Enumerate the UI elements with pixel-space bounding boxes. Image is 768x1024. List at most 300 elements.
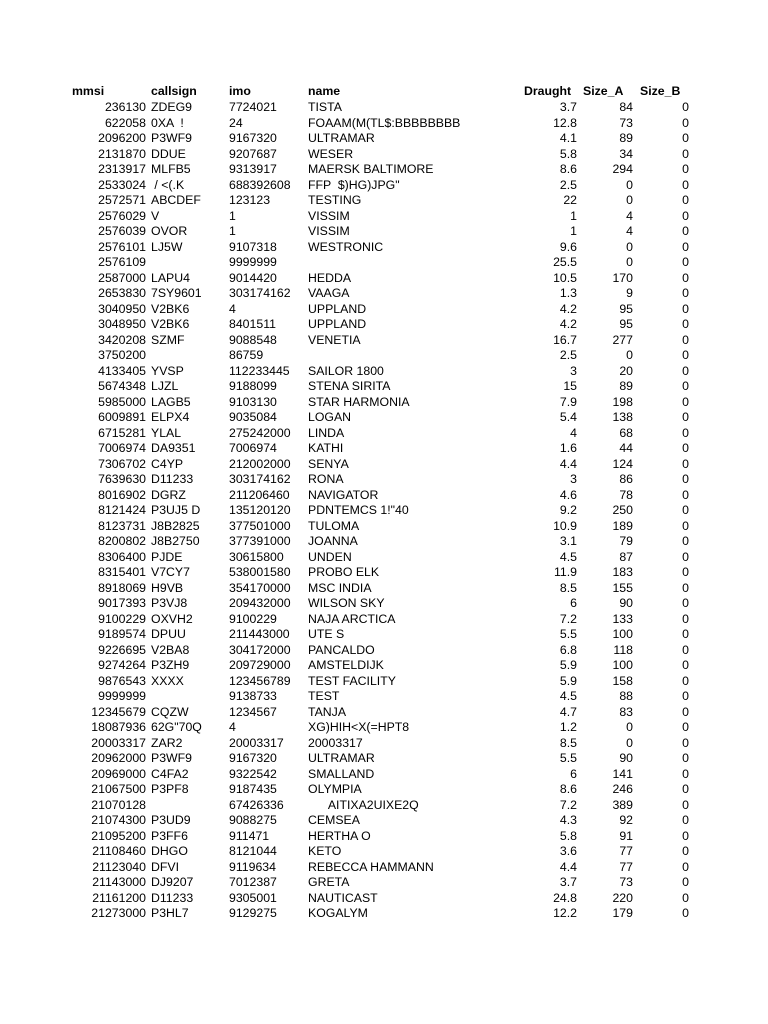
cell-callsign: CQZW [151,704,189,719]
cell-imo: 9322542 [229,766,277,781]
cell-size-b: 0 [682,859,689,874]
cell-size-b: 0 [682,115,689,130]
cell-imo: 688392608 [229,177,291,192]
table-row [0,581,768,597]
cell-name: VISSIM [308,224,350,238]
cell-size-b: 0 [682,472,689,486]
cell-imo: 123123 [229,193,271,207]
table-row [0,209,768,225]
cell-callsign: MLFB5 [151,162,191,176]
cell-mmsi: 236130 [104,100,146,114]
table-row [0,131,768,147]
cell-size-a: 220 [612,890,633,905]
cell-size-a: 9 [626,286,633,300]
header-size-b: Size_B [640,84,681,98]
cell-mmsi: 8306400 [98,549,146,564]
cell-name: VISSIM [308,208,350,223]
cell-mmsi: 8016902 [98,487,146,502]
cell-imo: 9313917 [229,162,277,176]
table-row [0,565,768,581]
cell-mmsi: 21273000 [91,906,146,920]
cell-name: ULTRAMAR [308,751,375,765]
cell-size-b: 0 [682,146,689,161]
cell-name: WESER [308,146,354,161]
cell-draught: 4.2 [559,301,577,316]
cell-name: UPPLAND [308,301,367,316]
cell-mmsi: 2587000 [98,270,146,285]
table-row [0,271,768,287]
cell-draught: 8.6 [559,162,577,176]
table-row [0,426,768,442]
cell-size-b: 0 [682,518,689,533]
cell-imo: 911471 [229,828,270,843]
table-row [0,441,768,457]
table-row [0,612,768,628]
cell-size-a: 77 [619,859,633,874]
cell-name: STENA SIRITA [308,379,391,393]
cell-imo: 9305001 [229,890,277,905]
table-row [0,193,768,209]
cell-size-a: 92 [619,813,633,827]
cell-callsign: P3FF6 [151,828,188,843]
cell-imo: 377501000 [229,518,291,533]
cell-size-b: 0 [682,255,689,269]
cell-size-a: 141 [612,766,633,781]
cell-imo: 354170000 [229,580,291,595]
table-row [0,550,768,566]
cell-callsign: DFVI [151,859,180,874]
cell-imo: 9035084 [229,410,277,424]
cell-callsign: LJ5W [151,239,183,254]
cell-name: 20003317 [308,735,363,750]
cell-size-b: 0 [682,239,689,254]
table-row [0,829,768,845]
cell-draught: 4.4 [559,859,577,874]
cell-callsign: DGRZ [151,487,186,502]
cell-imo: 9138733 [229,689,277,703]
table-row [0,782,768,798]
cell-size-b: 0 [682,131,689,145]
cell-name: TESTING [308,193,362,207]
cell-name: AMSTELDIJK [308,658,384,672]
cell-size-b: 0 [682,487,689,502]
table-row [0,255,768,271]
cell-size-b: 0 [682,751,689,765]
cell-size-b: 0 [682,100,689,114]
cell-mmsi: 3048950 [98,317,146,331]
cell-draught: 4 [570,425,577,440]
cell-name: XG)HIH<X(=HPT8 [308,720,410,734]
cell-size-a: 95 [619,301,633,316]
cell-imo: 9188099 [229,379,277,393]
cell-size-b: 0 [682,317,689,331]
cell-name: MSC INDIA [308,580,372,595]
cell-imo: 9100229 [229,611,277,626]
cell-name: ULTRAMAR [308,131,375,145]
cell-mmsi: 2096200 [98,131,146,145]
cell-imo: 212002000 [229,456,291,471]
cell-mmsi: 2576109 [98,255,146,269]
cell-name: WILSON SKY [308,596,385,610]
table-row [0,674,768,690]
cell-callsign: XXXX [151,673,184,688]
cell-size-a: 183 [612,565,633,579]
cell-callsign: D11233 [151,472,194,486]
cell-callsign: DA9351 [151,441,196,455]
cell-imo: 9119634 [229,859,276,874]
table-row [0,364,768,380]
cell-size-a: 88 [619,689,633,703]
vessel-table [0,84,768,922]
cell-mmsi: 21161200 [92,890,146,905]
cell-draught: 12.2 [553,906,577,920]
cell-callsign: 0XA ! [151,115,184,130]
cell-name: CEMSEA [308,813,360,827]
cell-size-a: 0 [626,348,633,362]
table-row [0,627,768,643]
table-row [0,860,768,876]
cell-size-b: 0 [682,596,689,610]
table-row [0,178,768,194]
cell-callsign: P3PF8 [151,782,189,796]
cell-mmsi: 7306702 [98,456,146,471]
cell-imo: 4 [229,301,236,316]
cell-mmsi: 7639630 [98,472,146,486]
cell-size-a: 90 [619,596,633,610]
cell-draught: 1 [570,224,577,238]
cell-imo: 67426336 [229,797,284,812]
cell-size-a: 294 [612,162,633,176]
cell-callsign: V7CY7 [151,565,190,579]
cell-size-b: 0 [682,782,689,796]
cell-size-a: 138 [612,410,633,424]
cell-mmsi: 9226695 [98,642,146,657]
cell-size-a: 158 [612,673,633,688]
cell-size-a: 90 [619,751,633,765]
cell-callsign: ZDEG9 [151,100,192,114]
cell-size-b: 0 [682,642,689,657]
cell-size-a: 277 [612,332,633,347]
cell-size-b: 0 [682,549,689,564]
cell-callsign: P3UD9 [151,813,191,827]
cell-draught: 10.9 [553,518,577,533]
cell-size-b: 0 [682,704,689,719]
table-row [0,302,768,318]
header-size-a: Size_A [583,84,624,98]
cell-size-b: 0 [682,797,689,812]
cell-draught: 5.8 [559,146,577,161]
cell-name: JOANNA [308,534,358,548]
cell-size-a: 0 [626,735,633,750]
cell-size-b: 0 [682,766,689,781]
cell-callsign: LAPU4 [151,270,190,285]
cell-imo: 9088275 [229,813,277,827]
cell-draught: 11.9 [553,565,577,579]
cell-imo: 9167320 [229,131,277,145]
cell-size-a: 20 [619,363,633,378]
cell-mmsi: 4133405 [98,363,146,378]
cell-imo: 211443000 [229,627,290,641]
cell-draught: 22 [563,193,577,207]
cell-imo: 9167320 [229,751,277,765]
cell-size-b: 0 [682,441,689,455]
cell-draught: 7.2 [559,611,577,626]
cell-callsign: P3WF9 [151,131,192,145]
cell-name: NAVIGATOR [308,487,379,502]
table-row [0,534,768,550]
cell-imo: 304172000 [229,642,291,657]
table-row [0,147,768,163]
cell-mmsi: 20003317 [91,735,146,750]
cell-imo: 123456789 [229,673,291,688]
cell-draught: 10.5 [553,270,577,285]
header-name: name [308,84,341,98]
cell-size-b: 0 [682,875,689,889]
cell-name: UNDEN [308,549,352,564]
cell-draught: 6.8 [559,642,577,657]
cell-size-b: 0 [682,456,689,471]
cell-imo: 9014420 [229,270,277,285]
cell-draught: 15 [563,379,577,393]
cell-imo: 8401511 [229,317,276,331]
cell-mmsi: 21095200 [91,828,146,843]
cell-size-b: 0 [682,627,689,641]
cell-mmsi: 5985000 [98,394,146,409]
cell-size-a: 118 [613,642,633,657]
cell-size-a: 0 [626,255,633,269]
cell-draught: 4.6 [559,487,577,502]
table-row [0,162,768,178]
cell-draught: 4.7 [559,704,577,719]
cell-mmsi: 9017393 [98,596,146,610]
cell-draught: 5.8 [559,828,577,843]
cell-size-b: 0 [682,565,689,579]
cell-mmsi: 12345679 [91,704,146,719]
cell-draught: 4.1 [559,131,577,145]
cell-size-a: 78 [619,487,633,502]
cell-draught: 1 [570,208,577,223]
cell-draught: 24.8 [553,890,577,905]
table-row [0,100,768,116]
cell-name: GRETA [308,875,350,889]
cell-size-b: 0 [682,906,689,920]
table-row [0,596,768,612]
cell-mmsi: 2533024 [98,177,146,192]
cell-callsign: C4YP [151,456,184,471]
cell-draught: 4.3 [559,813,577,827]
cell-mmsi: 5674348 [98,379,146,393]
table-row [0,317,768,333]
cell-imo: 1234567 [229,704,277,719]
cell-draught: 9.2 [559,503,577,517]
cell-size-a: 84 [619,100,633,114]
cell-size-b: 0 [682,425,689,440]
cell-size-b: 0 [682,410,689,424]
cell-imo: 1 [229,208,236,223]
table-row [0,751,768,767]
cell-name: NAUTICAST [308,890,378,905]
cell-draught: 5.5 [559,751,577,765]
cell-imo: 9999999 [229,255,277,269]
cell-mmsi: 6715281 [98,425,146,440]
cell-mmsi: 6009891 [98,410,146,424]
cell-imo: 377391000 [229,534,291,548]
cell-mmsi: 622058 [104,115,146,130]
cell-size-a: 189 [612,518,633,533]
cell-callsign: SZMF [151,332,185,347]
cell-size-b: 0 [682,658,689,672]
cell-callsign: P3WF9 [151,751,192,765]
cell-callsign: DHGO [151,844,188,858]
table-row [0,906,768,922]
cell-draught: 3.1 [559,534,577,548]
table-row [0,643,768,659]
cell-imo: 303174162 [229,472,291,486]
table-row [0,503,768,519]
cell-size-a: 86 [619,472,633,486]
cell-name: TANJA [308,704,347,719]
cell-callsign: D11233 [151,890,194,905]
cell-name: TULOMA [308,518,360,533]
cell-draught: 5.9 [559,673,577,688]
cell-mmsi: 9999999 [98,689,146,703]
cell-size-b: 0 [682,270,689,285]
cell-mmsi: 21070128 [91,797,146,812]
cell-callsign: OVOR [151,224,188,238]
cell-mmsi: 2576039 [98,224,146,238]
cell-imo: 8121044 [229,844,277,858]
cell-size-b: 0 [682,503,689,517]
cell-draught: 2.5 [559,177,577,192]
cell-name: SAILOR 1800 [308,363,384,378]
cell-size-b: 0 [682,844,689,858]
cell-draught: 1.3 [559,286,577,300]
cell-size-a: 89 [619,379,633,393]
cell-size-b: 0 [682,813,689,827]
cell-callsign: 62G"70Q [151,720,202,734]
cell-imo: 9103130 [229,394,277,409]
cell-callsign: PJDE [151,549,183,564]
table-header-row [0,84,768,100]
cell-callsign: V2BA8 [151,642,190,657]
cell-size-a: 246 [612,782,633,796]
cell-size-a: 0 [626,193,633,207]
cell-draught: 7.9 [559,394,577,409]
cell-imo: 9187435 [229,782,277,796]
cell-mmsi: 8315401 [98,565,146,579]
cell-size-a: 73 [619,115,633,130]
cell-size-a: 44 [619,441,633,455]
cell-size-a: 155 [612,580,633,595]
cell-size-a: 68 [619,425,633,440]
cell-callsign: P3UJ5 D [151,503,201,517]
cell-size-a: 83 [619,704,633,719]
cell-draught: 6 [570,596,577,610]
cell-mmsi: 9274264 [98,658,146,672]
cell-draught: 4.5 [559,689,577,703]
cell-draught: 4.4 [559,456,577,471]
cell-callsign: P3HL7 [151,906,189,920]
cell-size-a: 389 [612,797,633,812]
cell-name: TEST [308,689,340,703]
cell-mmsi: 8121424 [98,503,146,517]
cell-size-b: 0 [682,208,689,223]
table-row [0,240,768,256]
cell-size-a: 89 [619,131,633,145]
cell-imo: 9107318 [229,239,277,254]
cell-size-a: 179 [612,906,633,920]
cell-name: KOGALYM [308,906,368,920]
cell-size-a: 133 [612,611,633,626]
cell-size-b: 0 [682,890,689,905]
table-row [0,658,768,674]
table-row [0,379,768,395]
cell-mmsi: 2576101 [98,239,146,254]
cell-name: SENYA [308,456,349,471]
table-body [0,100,768,922]
cell-draught: 3.6 [559,844,577,858]
cell-size-b: 0 [682,534,689,548]
cell-imo: 209729000 [229,658,291,672]
cell-name: HEDDA [308,270,352,285]
cell-draught: 25.5 [553,255,577,269]
cell-callsign: J8B2825 [151,518,200,533]
cell-name: VENETIA [308,332,361,347]
header-mmsi: mmsi [72,84,105,98]
cell-callsign: LAGB5 [151,394,191,409]
cell-callsign: OXVH2 [151,611,193,626]
table-row [0,224,768,240]
table-row [0,395,768,411]
cell-callsign: DPUU [151,627,186,641]
cell-size-b: 0 [682,177,689,192]
cell-mmsi: 9189574 [98,627,146,641]
cell-name: HERTHA O [308,828,371,843]
cell-imo: 30615800 [229,549,284,564]
cell-size-a: 100 [612,627,633,641]
cell-size-a: 77 [619,844,633,858]
cell-size-a: 0 [626,720,633,734]
cell-imo: 211206460 [229,487,290,502]
cell-imo: 9207687 [229,146,277,161]
cell-callsign: C4FA2 [151,766,189,781]
table-row [0,348,768,364]
table-row [0,813,768,829]
cell-size-b: 0 [682,720,689,734]
cell-callsign: P3ZH9 [151,658,190,672]
cell-draught: 5.5 [559,627,577,641]
cell-draught: 5.9 [559,658,577,672]
cell-name: FFP $)HG)JPG" [308,177,400,192]
cell-size-b: 0 [682,286,689,300]
cell-size-a: 34 [619,146,633,161]
cell-size-a: 198 [612,394,633,409]
cell-size-b: 0 [682,332,689,347]
cell-callsign: LJZL [151,379,179,393]
cell-name: SMALLAND [308,766,375,781]
cell-callsign: / <(.K [151,177,185,192]
cell-name: PANCALDO [308,642,375,657]
cell-callsign: DJ9207 [151,875,194,889]
cell-mmsi: 21074300 [91,813,146,827]
cell-name: NAJA ARCTICA [308,611,396,626]
cell-mmsi: 18087936 [91,720,146,734]
cell-size-b: 0 [682,394,689,409]
cell-size-b: 0 [682,580,689,595]
cell-draught: 4.5 [559,549,577,564]
cell-name: TEST FACILITY [308,673,396,688]
cell-imo: 275242000 [229,425,291,440]
